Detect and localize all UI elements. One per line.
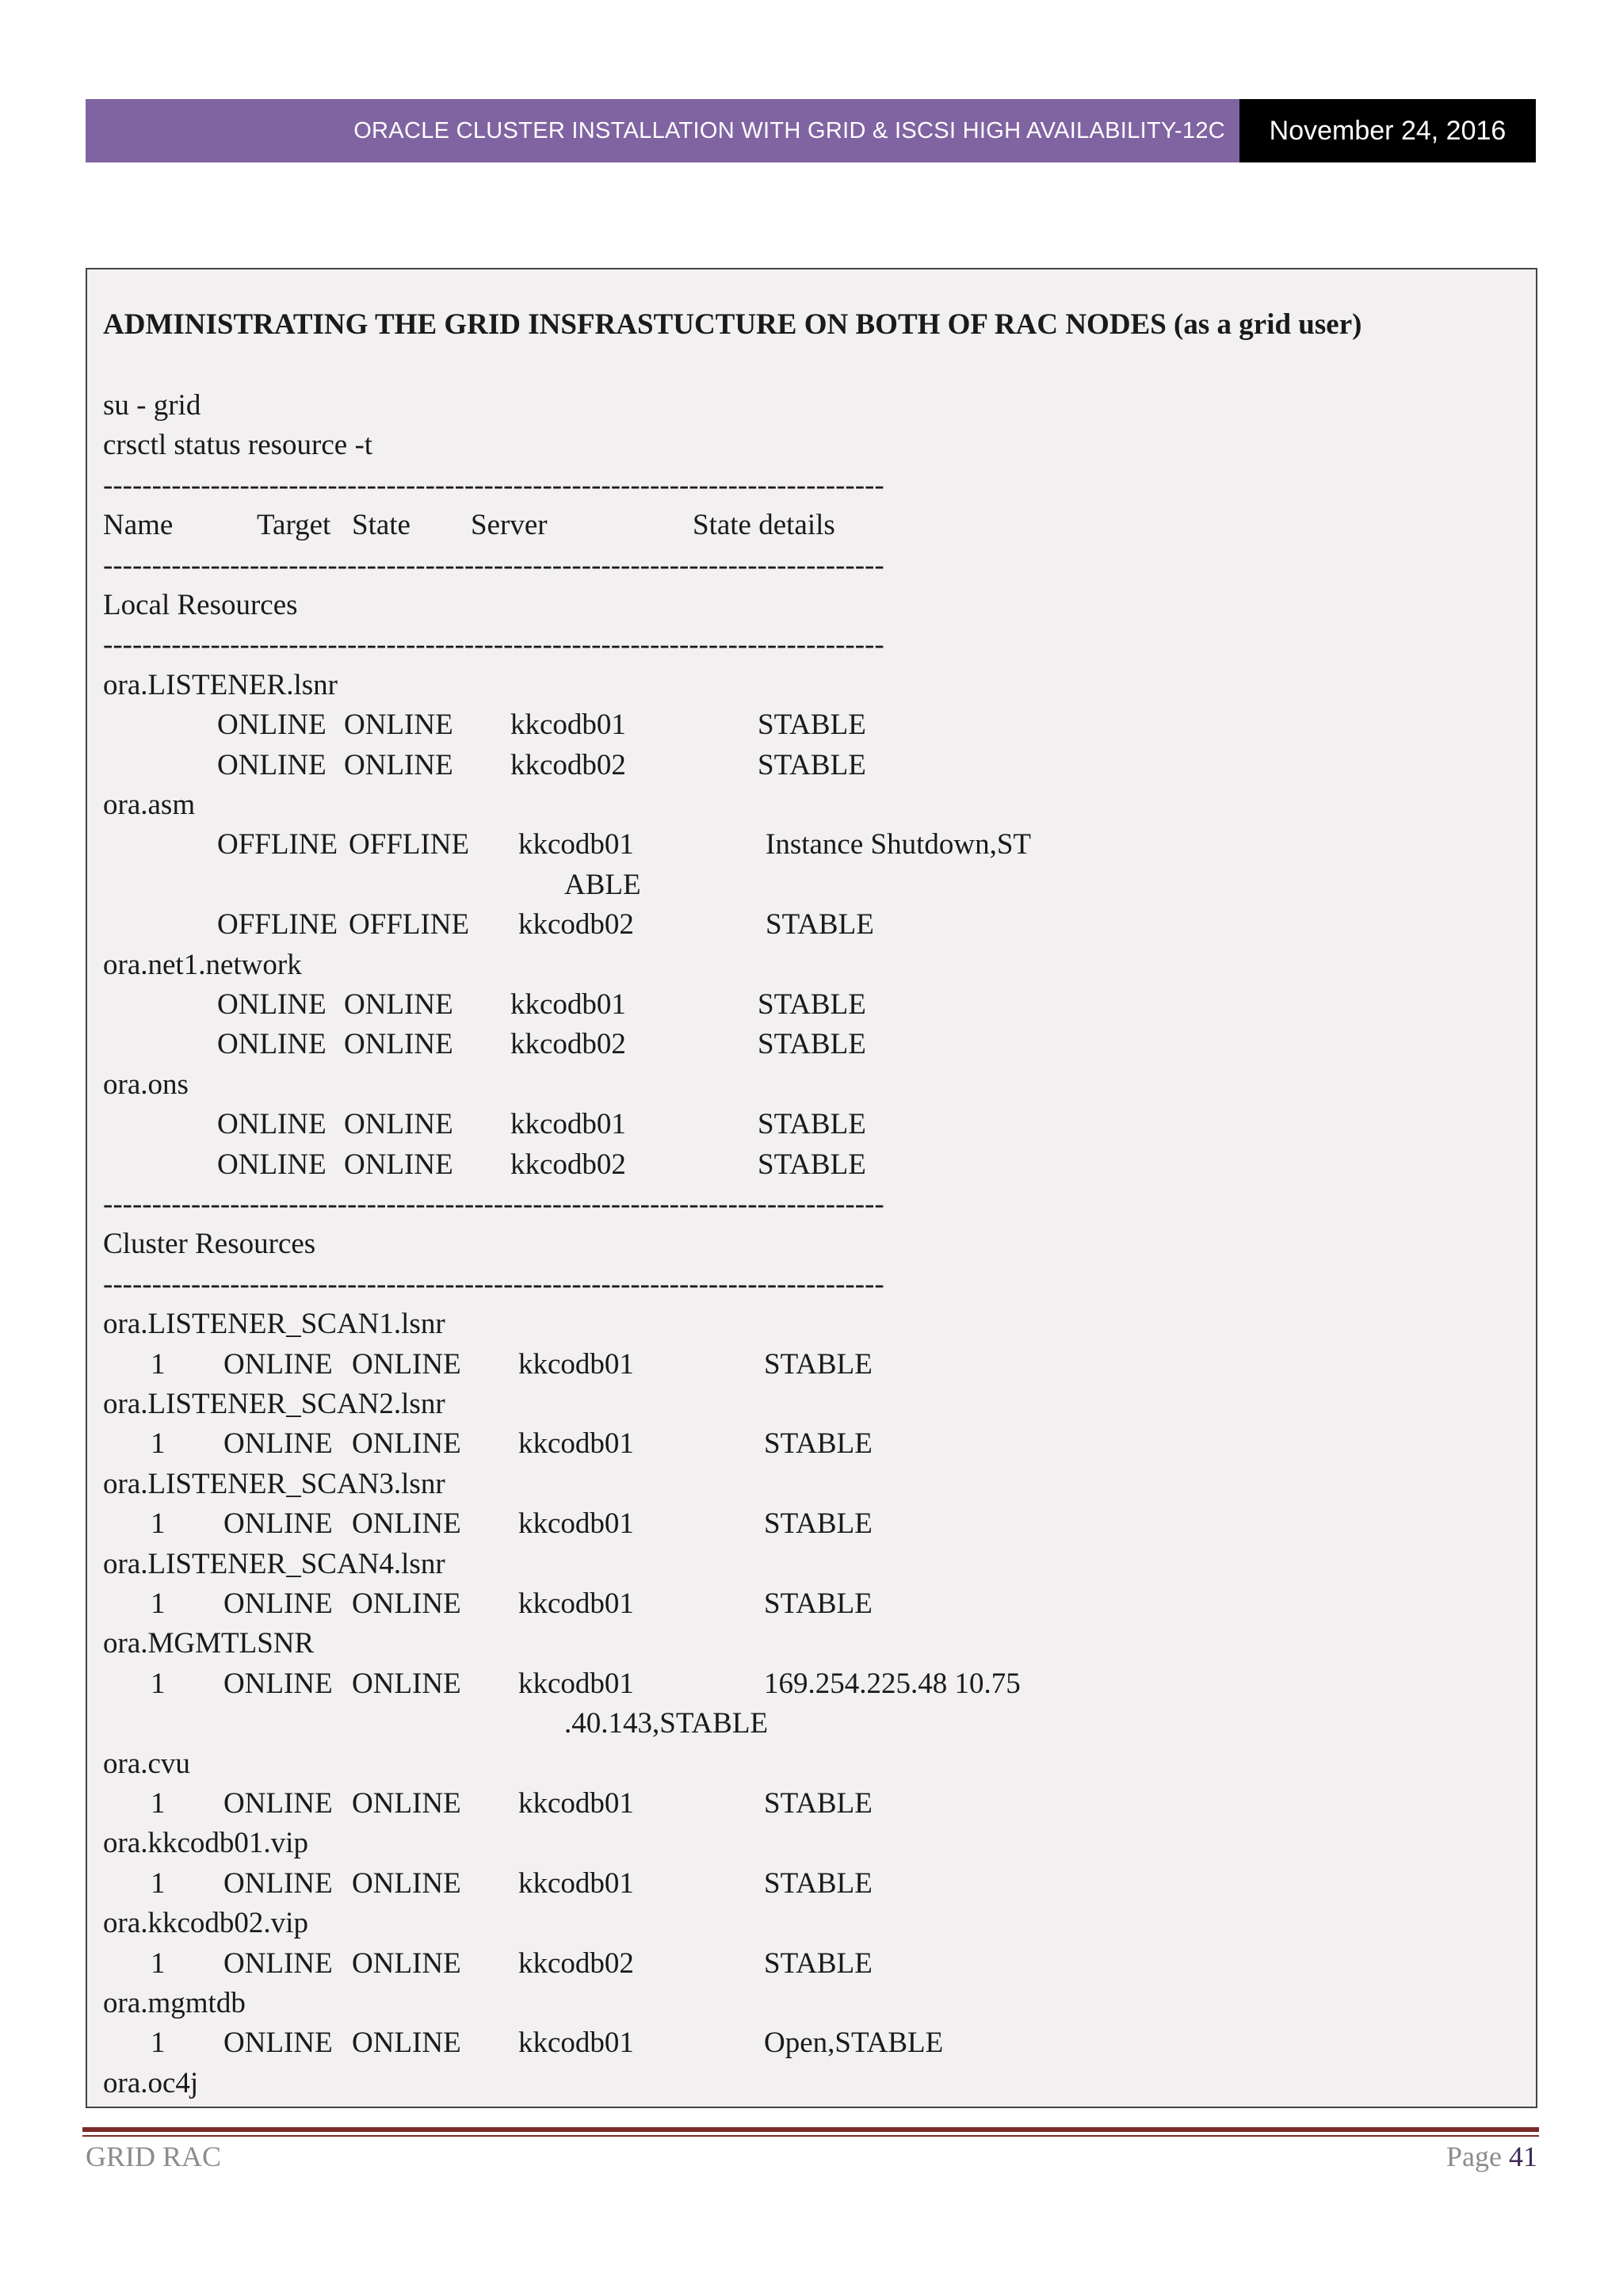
- state-details-cell: STABLE: [766, 908, 874, 942]
- footer-doc-name: GRID RAC: [86, 2141, 222, 2172]
- server-cell: kkcodb01: [510, 709, 626, 742]
- state-details-cell: STABLE: [764, 1347, 873, 1381]
- resource-row: [87, 1784, 1536, 1824]
- resource-name: ora.LISTENER_SCAN2.lsnr: [103, 1388, 445, 1420]
- resource-row: [87, 1145, 1536, 1185]
- target-cell: ONLINE: [223, 2027, 333, 2060]
- command-text: su - grid: [103, 389, 201, 422]
- instance-cell: 1: [151, 1347, 166, 1381]
- state-details-cell: STABLE: [758, 1028, 866, 1061]
- divider-text: --------------------------------------------------------------------------------: [103, 1188, 884, 1221]
- resource-row: [87, 1864, 1536, 1904]
- resource-name: ora.net1.network: [103, 948, 302, 981]
- resource-row: [87, 1584, 1536, 1624]
- state-cell: OFFLINE: [349, 828, 470, 861]
- instance-cell: 1: [151, 1427, 166, 1461]
- state-details-cell: STABLE: [758, 988, 866, 1021]
- state-details-cell: STABLE: [764, 1946, 873, 1980]
- divider-line: [87, 546, 1536, 586]
- state-cell: ONLINE: [352, 1667, 461, 1700]
- target-cell: ONLINE: [223, 1866, 333, 1900]
- code-block: [86, 268, 1537, 2108]
- resource-row: [87, 1105, 1536, 1144]
- state-cell: ONLINE: [352, 2027, 461, 2060]
- resource-name-line: [87, 1904, 1536, 1943]
- resource-row: [87, 2023, 1536, 2063]
- target-cell: ONLINE: [223, 1507, 333, 1541]
- target-cell: ONLINE: [223, 1587, 333, 1620]
- resource-name: ora.mgmtdb: [103, 1987, 246, 2019]
- divider-text: --------------------------------------------------------------------------------: [103, 468, 884, 502]
- resource-row: [87, 1424, 1536, 1464]
- footer-rule: [82, 2127, 1539, 2132]
- server-cell: kkcodb02: [510, 1028, 626, 1061]
- target-cell: ONLINE: [217, 748, 327, 781]
- resource-name: ora.LISTENER_SCAN4.lsnr: [103, 1547, 445, 1580]
- resource-row: [87, 1345, 1536, 1385]
- resource-name-line: [87, 1545, 1536, 1584]
- resource-name-line: [87, 946, 1536, 985]
- resource-name: ora.asm: [103, 789, 196, 821]
- resource-name-line: [87, 1065, 1536, 1105]
- column-header: Name: [103, 509, 174, 542]
- command-text: crsctl status resource -t: [103, 429, 373, 462]
- resource-row: [87, 746, 1536, 785]
- section-heading-note: (as a grid user): [1174, 308, 1362, 341]
- server-cell: kkcodb02: [510, 748, 626, 781]
- server-cell: kkcodb01: [518, 828, 634, 861]
- resource-name-line: [87, 785, 1536, 825]
- target-cell: ONLINE: [223, 1347, 333, 1381]
- divider-line: [87, 1185, 1536, 1224]
- column-header: Server: [471, 509, 548, 542]
- state-details-cell: STABLE: [764, 1427, 873, 1461]
- resource-name: ora.LISTENER_SCAN3.lsnr: [103, 1467, 445, 1500]
- state-cell: ONLINE: [344, 748, 453, 781]
- state-details-cell: STABLE: [758, 748, 866, 781]
- section-heading-text: ADMINISTRATING THE GRID INSFRASTUCTURE ON BOTH OF RAC NODES: [103, 308, 1167, 341]
- resource-name: ora.LISTENER.lsnr: [103, 668, 338, 701]
- state-cell: ONLINE: [344, 1028, 453, 1061]
- state-details-cell: STABLE: [764, 1787, 873, 1820]
- target-cell: ONLINE: [217, 1108, 327, 1141]
- target-cell: ONLINE: [223, 1667, 333, 1700]
- instance-cell: 1: [151, 1946, 166, 1980]
- resource-name: ora.oc4j: [103, 2066, 199, 2099]
- state-cell: ONLINE: [352, 1587, 461, 1620]
- server-cell: kkcodb01: [510, 1108, 626, 1141]
- state-details-cell: STABLE: [764, 1507, 873, 1541]
- state-details-cell: STABLE: [764, 1866, 873, 1900]
- instance-cell: 1: [151, 1667, 166, 1700]
- page-label: Page: [1446, 2141, 1502, 2172]
- server-cell: kkcodb01: [518, 1667, 634, 1700]
- resource-row: [87, 1944, 1536, 1984]
- document-date: November 24, 2016: [1239, 99, 1536, 162]
- resource-name: ora.cvu: [103, 1747, 190, 1780]
- server-cell: kkcodb01: [518, 1427, 634, 1461]
- resource-row: [87, 905, 1536, 945]
- state-details-cell: STABLE: [764, 1587, 873, 1620]
- resource-name: ora.kkcodb02.vip: [103, 1907, 308, 1940]
- divider-line: [87, 1265, 1536, 1305]
- state-details-cell: STABLE: [758, 709, 866, 742]
- state-details-cell: 169.254.225.48 10.75: [764, 1667, 1021, 1700]
- resource-name: ora.MGMTLSNR: [103, 1627, 315, 1660]
- command-line: [87, 426, 1536, 465]
- page-header: [86, 99, 1536, 162]
- column-header: State details: [693, 509, 835, 542]
- resource-row: [87, 1664, 1536, 1704]
- resource-row: [87, 705, 1536, 745]
- state-cell: ONLINE: [344, 988, 453, 1021]
- server-cell: kkcodb01: [510, 988, 626, 1021]
- resource-name-line: [87, 2064, 1536, 2103]
- resource-name-line: [87, 1305, 1536, 1344]
- instance-cell: 1: [151, 1866, 166, 1900]
- resource-row-continuation: [87, 865, 1536, 905]
- instance-cell: 1: [151, 1507, 166, 1541]
- table-header-row: [87, 506, 1536, 545]
- footer-rule-thin: [82, 2135, 1539, 2137]
- state-details-cell: Open,STABLE: [764, 2027, 944, 2060]
- server-cell: kkcodb01: [518, 2027, 634, 2060]
- target-cell: ONLINE: [217, 709, 327, 742]
- resource-name-line: [87, 1824, 1536, 1863]
- section-heading: [103, 308, 1361, 342]
- state-cell: OFFLINE: [349, 908, 470, 942]
- state-cell: ONLINE: [344, 1108, 453, 1141]
- state-cell: ONLINE: [352, 1427, 461, 1461]
- divider-line: [87, 466, 1536, 506]
- footer-page: [1446, 2140, 1537, 2173]
- server-cell: kkcodb01: [518, 1587, 634, 1620]
- resource-name-line: [87, 1465, 1536, 1504]
- state-cell: ONLINE: [352, 1946, 461, 1980]
- section-title-line: [87, 586, 1536, 625]
- resource-row: [87, 985, 1536, 1025]
- state-cell: ONLINE: [352, 1507, 461, 1541]
- server-cell: kkcodb02: [510, 1148, 626, 1181]
- target-cell: ONLINE: [217, 988, 327, 1021]
- server-cell: kkcodb02: [518, 908, 634, 942]
- resource-name: ora.LISTENER_SCAN1.lsnr: [103, 1308, 445, 1341]
- state-details-continuation: .40.143,STABLE: [564, 1707, 769, 1740]
- state-cell: ONLINE: [352, 1787, 461, 1820]
- resource-row-continuation: [87, 1704, 1536, 1744]
- target-cell: ONLINE: [217, 1148, 327, 1181]
- server-cell: kkcodb01: [518, 1507, 634, 1541]
- instance-cell: 1: [151, 1587, 166, 1620]
- target-cell: OFFLINE: [217, 908, 338, 942]
- divider-text: --------------------------------------------------------------------------------: [103, 1267, 884, 1301]
- target-cell: ONLINE: [223, 1427, 333, 1461]
- state-details-cell: STABLE: [758, 1108, 866, 1141]
- resource-name-line: [87, 1385, 1536, 1424]
- local-resources-title: Local Resources: [103, 589, 298, 621]
- resource-name: ora.ons: [103, 1068, 189, 1101]
- target-cell: ONLINE: [223, 1946, 333, 1980]
- state-details-cell: Instance Shutdown,ST: [766, 828, 1032, 861]
- divider-text: --------------------------------------------------------------------------------: [103, 628, 884, 662]
- resource-name-line: [87, 1624, 1536, 1664]
- state-cell: ONLINE: [352, 1866, 461, 1900]
- divider-text: --------------------------------------------------------------------------------: [103, 548, 884, 582]
- state-details-cell: STABLE: [758, 1148, 866, 1181]
- state-cell: ONLINE: [352, 1347, 461, 1381]
- resource-name: ora.kkcodb01.vip: [103, 1827, 308, 1860]
- state-cell: ONLINE: [344, 1148, 453, 1181]
- instance-cell: 1: [151, 1787, 166, 1820]
- target-cell: OFFLINE: [217, 828, 338, 861]
- resource-row: [87, 1504, 1536, 1544]
- resource-row: [87, 1025, 1536, 1064]
- command-line: [87, 386, 1536, 426]
- document-title: ORACLE CLUSTER INSTALLATION WITH GRID & ISCSI HIGH AVAILABILITY-12C: [86, 99, 1239, 162]
- state-details-continuation: ABLE: [564, 868, 641, 901]
- resource-name-line: [87, 666, 1536, 705]
- cluster-resources-title: Cluster Resources: [103, 1228, 316, 1261]
- state-cell: ONLINE: [344, 709, 453, 742]
- column-header: Target: [257, 509, 331, 542]
- resource-name-line: [87, 1744, 1536, 1784]
- resource-name-line: [87, 1984, 1536, 2023]
- server-cell: kkcodb01: [518, 1347, 634, 1381]
- resource-row: [87, 825, 1536, 865]
- server-cell: kkcodb01: [518, 1787, 634, 1820]
- page-number: 41: [1509, 2141, 1537, 2172]
- divider-line: [87, 625, 1536, 665]
- target-cell: ONLINE: [223, 1787, 333, 1820]
- server-cell: kkcodb02: [518, 1946, 634, 1980]
- section-title-line: [87, 1224, 1536, 1264]
- column-header: State: [352, 509, 411, 542]
- server-cell: kkcodb01: [518, 1866, 634, 1900]
- instance-cell: 1: [151, 2027, 166, 2060]
- target-cell: ONLINE: [217, 1028, 327, 1061]
